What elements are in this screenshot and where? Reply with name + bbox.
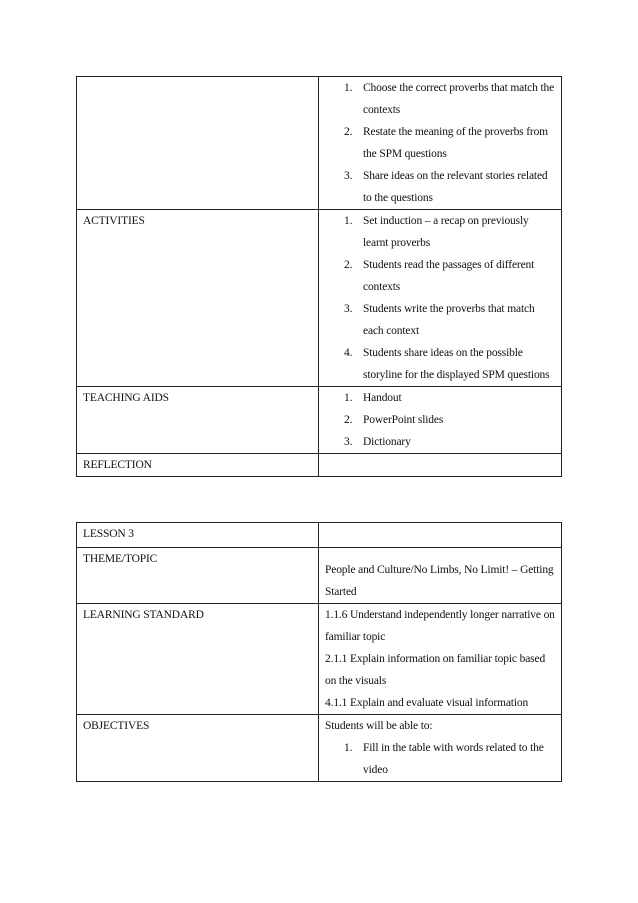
table-row-learning-standard <box>77 604 562 715</box>
reflection-cell <box>319 454 562 477</box>
list-item: Students write the proverbs that match each context <box>363 303 535 337</box>
teaching-aids-list <box>325 387 555 453</box>
table-row-theme <box>77 548 562 604</box>
lesson-empty-cell <box>319 523 562 548</box>
table-row-activities <box>77 210 562 387</box>
lesson-plan-table-bottom <box>76 522 562 782</box>
teaching-aids-label: TEACHING AIDS <box>77 387 319 454</box>
list-item: Students read the passages of different contexts <box>363 259 535 293</box>
table-row-objectives-continued <box>77 77 562 210</box>
list-item: Choose the correct proverbs that match the contexts <box>363 82 555 116</box>
list-item: Set induction – a recap on previously learnt proverbs <box>363 215 529 249</box>
activities-list <box>325 210 555 386</box>
objectives-list <box>325 737 555 781</box>
list-item: Fill in the table with words related to the video <box>363 742 544 776</box>
table-row-reflection <box>77 454 562 477</box>
list-item: Students share ideas on the possible storyline for the displayed SPM questions <box>363 347 550 381</box>
table-row-lesson <box>77 523 562 548</box>
learning-standard-item: 4.1.1 Explain and evaluate visual information <box>325 697 529 709</box>
teaching-aids-cell <box>319 387 562 454</box>
row-label-empty <box>77 77 319 210</box>
list-item: Handout <box>363 392 402 404</box>
list-item: Restate the meaning of the proverbs from the SPM questions <box>363 126 548 160</box>
list-item: PowerPoint slides <box>363 414 444 426</box>
list-item: Dictionary <box>363 436 411 448</box>
objectives-label: OBJECTIVES <box>77 715 319 782</box>
objectives-continued-cell <box>319 77 562 210</box>
lesson-plan-table-top <box>76 76 562 477</box>
learning-standard-cell <box>319 604 562 715</box>
learning-standard-item: 1.1.6 Understand independently longer narrative on familiar topic <box>325 609 555 643</box>
objectives-intro: Students will be able to: <box>325 720 433 732</box>
objectives-cell <box>319 715 562 782</box>
table-row-teaching-aids <box>77 387 562 454</box>
objectives-list <box>325 77 555 209</box>
reflection-label: REFLECTION <box>77 454 319 477</box>
activities-label: ACTIVITIES <box>77 210 319 387</box>
lesson-label: LESSON 3 <box>77 523 319 548</box>
learning-standard-label: LEARNING STANDARD <box>77 604 319 715</box>
list-item: Share ideas on the relevant stories related to the questions <box>363 170 548 204</box>
theme-label: THEME/TOPIC <box>77 548 319 604</box>
table-row-objectives <box>77 715 562 782</box>
learning-standard-item: 2.1.1 Explain information on familiar topic based on the visuals <box>325 653 546 687</box>
theme-value: People and Culture/No Limbs, No Limit! – Getting Started <box>319 548 562 604</box>
activities-cell <box>319 210 562 387</box>
